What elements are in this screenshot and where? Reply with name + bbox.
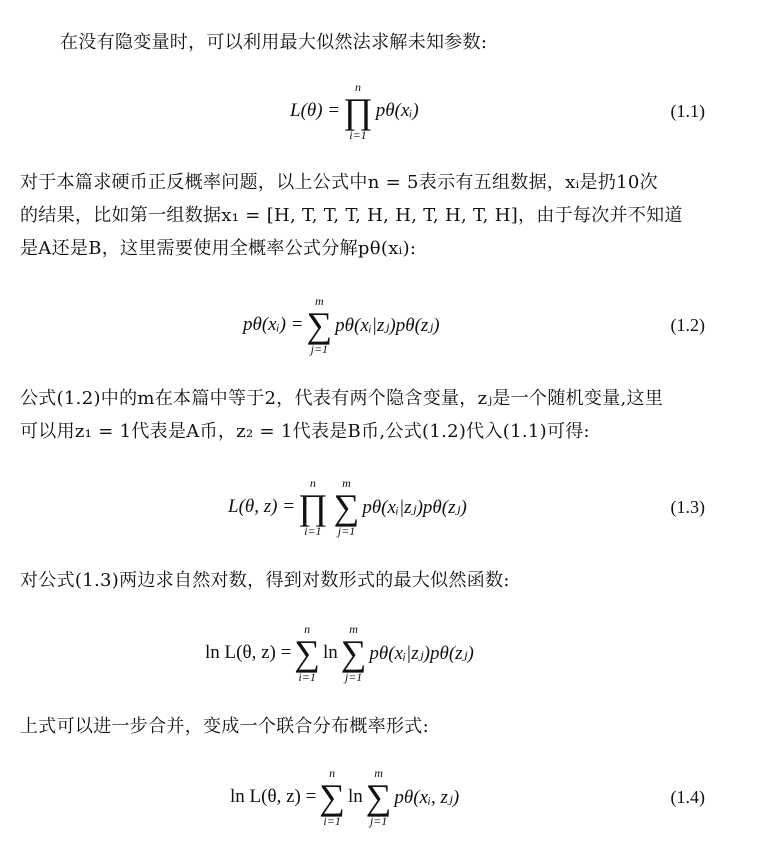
equation-body <box>205 618 474 688</box>
equation-body <box>230 762 459 832</box>
equation-1-2 <box>0 290 761 360</box>
sum-operator <box>341 622 367 684</box>
equation-lhs: L(θ, z) = <box>228 496 296 517</box>
upper-limit: m <box>342 476 351 490</box>
text-line: 对公式(1.3)两边求自然对数，得到对数形式的最大似然函数: <box>20 570 510 591</box>
lower-limit: i=1 <box>349 128 367 142</box>
lower-limit: j=1 <box>310 342 329 356</box>
paragraph-intro <box>20 26 760 59</box>
product-symbol: ∏ <box>343 91 373 131</box>
equation-lhs: L(θ) = <box>290 100 341 121</box>
equation-summand: pθ(xᵢ|zⱼ)pθ(zⱼ) <box>369 642 474 664</box>
log-operator: ln <box>347 786 363 807</box>
product-symbol: ∏ <box>298 487 328 527</box>
sum-operator <box>334 476 360 538</box>
equation-number: (1.4) <box>670 787 705 807</box>
paragraph-joint-distribution <box>20 710 720 743</box>
equation-body <box>290 76 419 146</box>
lower-limit: i=1 <box>323 814 341 828</box>
equation-log-likelihood <box>0 618 761 688</box>
text-line: 对于本篇求硬币正反概率问题，以上公式中n = 5表示有五组数据，xᵢ是扔10次 <box>20 172 658 193</box>
equation-number: (1.3) <box>670 497 705 517</box>
product-operator <box>298 476 328 538</box>
paragraph-hidden-variables <box>20 382 720 448</box>
equation-number: (1.1) <box>670 101 705 121</box>
equation-lhs: ln L(θ, z) = <box>230 786 317 807</box>
upper-limit: m <box>315 294 324 308</box>
lower-limit: j=1 <box>344 670 363 684</box>
lower-limit: i=1 <box>298 670 316 684</box>
sum-operator <box>307 294 333 356</box>
equation-summand: pθ(xᵢ|zⱼ)pθ(zⱼ) <box>362 496 467 518</box>
equation-1-1 <box>0 76 761 146</box>
upper-limit: n <box>309 476 316 490</box>
sum-operator <box>319 766 345 828</box>
lower-limit: j=1 <box>337 524 356 538</box>
upper-limit: n <box>354 80 361 94</box>
equation-summand: pθ(xᵢ|zⱼ)pθ(zⱼ) <box>335 314 440 336</box>
text-line: 公式(1.2)中的m在本篇中等于2，代表有两个隐含变量，zⱼ是一个随机变量,这里 <box>20 388 664 409</box>
log-operator: ln <box>322 642 338 663</box>
equation-summand: pθ(xᵢ, zⱼ) <box>394 786 460 808</box>
lower-limit: i=1 <box>304 524 322 538</box>
text-line: 上式可以进一步合并，变成一个联合分布概率形式: <box>20 716 429 737</box>
sum-symbol: ∑ <box>319 777 345 817</box>
sum-operator <box>294 622 320 684</box>
equation-summand: pθ(xᵢ) <box>375 100 419 121</box>
upper-limit: m <box>374 766 383 780</box>
lower-limit: j=1 <box>369 814 388 828</box>
paragraph-log-likelihood <box>20 564 720 597</box>
upper-limit: n <box>304 622 311 636</box>
sum-symbol: ∑ <box>340 633 367 673</box>
equation-1-3 <box>0 472 761 542</box>
text-line: 在没有隐变量时，可以利用最大似然法求解未知参数: <box>60 32 488 53</box>
equation-body <box>243 290 440 360</box>
equation-number: (1.2) <box>670 315 705 335</box>
text-line: 是A还是B，这里需要使用全概率公式分解pθ(xᵢ): <box>20 238 417 259</box>
paragraph-coin-problem <box>20 166 720 265</box>
product-operator <box>343 80 373 142</box>
upper-limit: n <box>329 766 336 780</box>
upper-limit: m <box>349 622 358 636</box>
sum-symbol: ∑ <box>294 633 320 673</box>
equation-body <box>228 472 467 542</box>
equation-1-4 <box>0 762 761 832</box>
sum-symbol: ∑ <box>365 777 392 817</box>
text-line: 的结果，比如第一组数据x₁ = [H, T, T, T, H, H, T, H, T, H]，由于每次并不知道 <box>20 205 683 226</box>
sum-operator <box>366 766 392 828</box>
sum-symbol: ∑ <box>333 487 360 527</box>
equation-lhs: pθ(xᵢ) = <box>243 314 304 335</box>
text-line: 可以用z₁ = 1代表是A币，z₂ = 1代表是B币,公式(1.2)代入(1.1)可得: <box>20 421 590 442</box>
sum-symbol: ∑ <box>306 305 333 345</box>
equation-lhs: ln L(θ, z) = <box>205 642 292 663</box>
